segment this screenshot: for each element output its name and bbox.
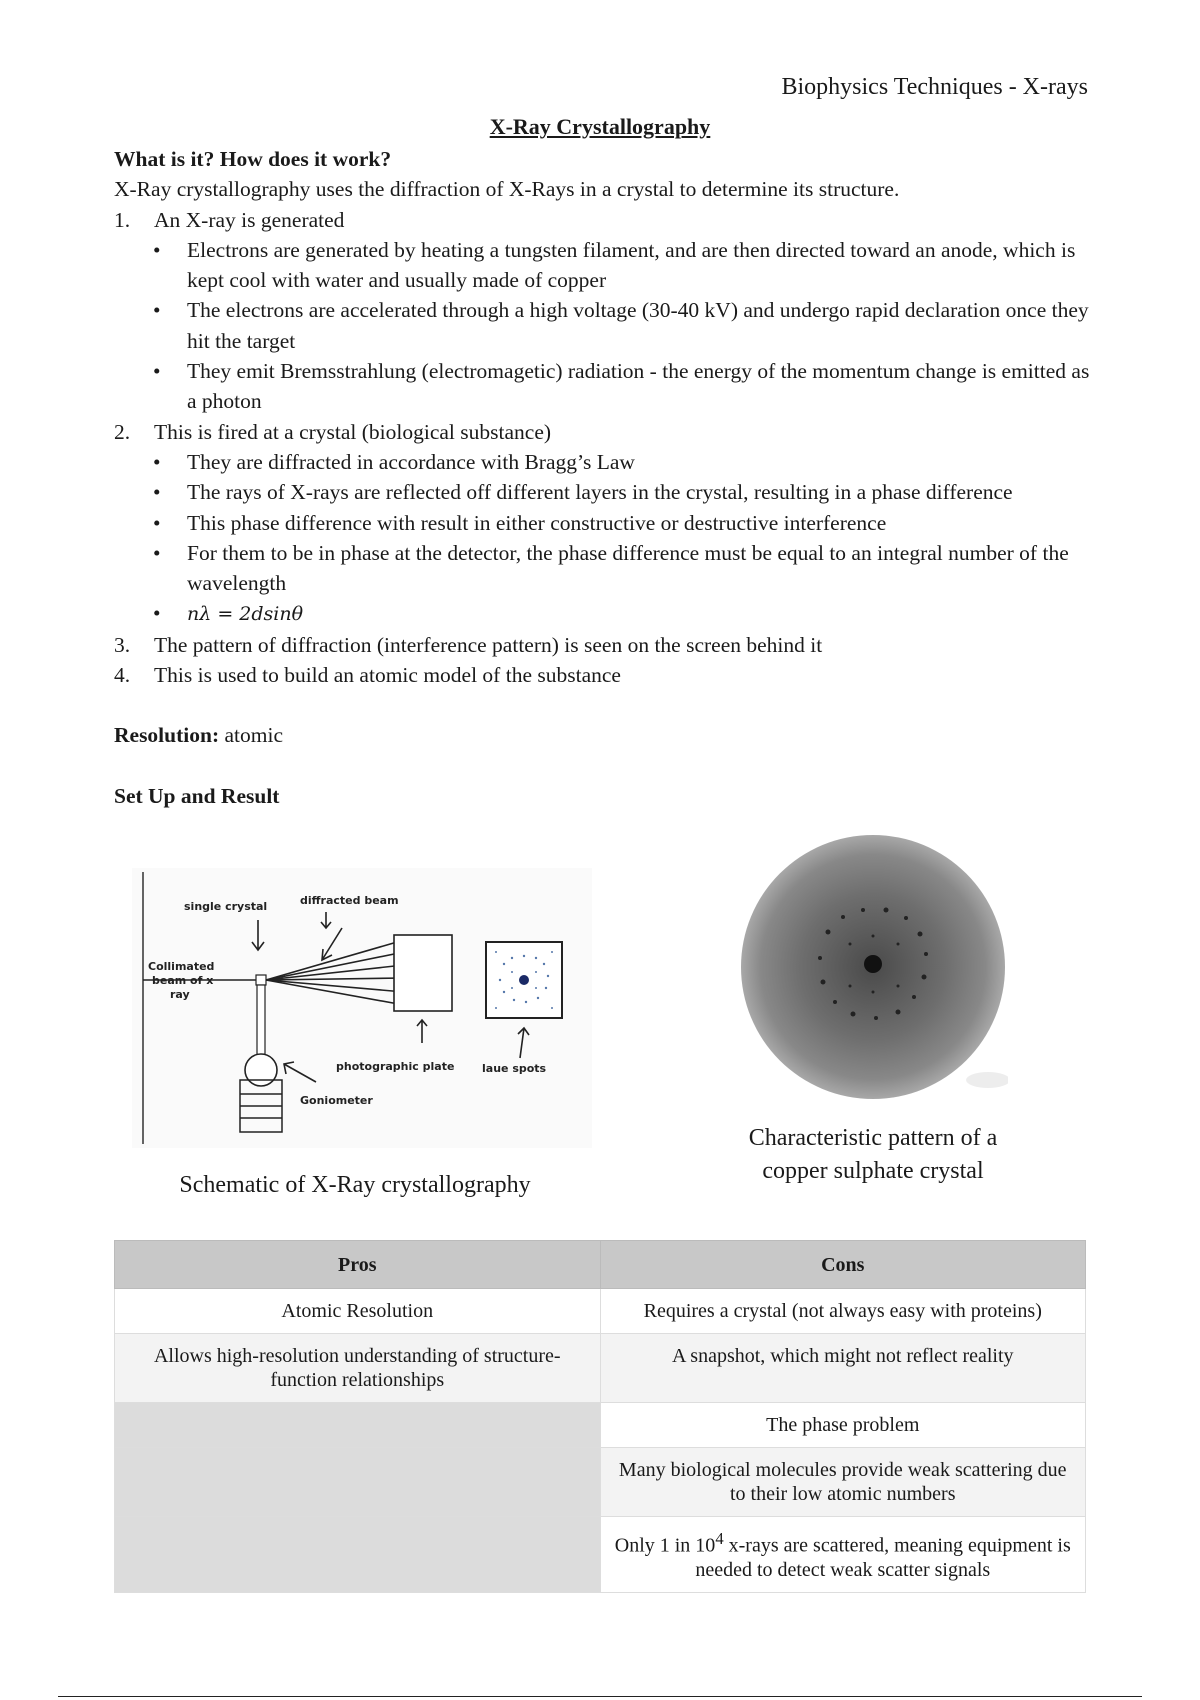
list-item (114, 417, 1094, 447)
list-number: 4. (114, 663, 131, 688)
table-row (115, 1448, 1086, 1517)
cons-cell: Only 1 in $10^4$ x-rays are scattered, meaning equipment is needed to detect weak scatter signals (600, 1517, 1086, 1593)
bullet-icon: • (153, 449, 161, 474)
section-heading-setup: Set Up and Result (114, 783, 280, 808)
label-goniometer: Goniometer (300, 1094, 373, 1107)
bullet-text: The electrons are accelerated through a high voltage (30-40 kV) and undergo rapid declaration once they hit the target (187, 298, 1089, 353)
pros-cell: Allows high-resolution understanding of structure-function relationships (115, 1334, 601, 1403)
diffraction-pattern-image (738, 832, 1008, 1102)
bullet-item (114, 235, 1094, 296)
cons-cell: A snapshot, which might not reflect reality (600, 1334, 1086, 1403)
list-number: 1. (114, 207, 131, 232)
photographic-plate (394, 935, 452, 1011)
bullet-text: This phase difference with result in either constructive or destructive interference (187, 510, 887, 535)
label-single-crystal: single crystal (184, 900, 268, 913)
pros-cell-empty (115, 1448, 601, 1517)
document-title: X-Ray Crystallography (489, 114, 711, 139)
bullet-icon: • (153, 510, 161, 535)
bullet-icon: • (153, 359, 161, 384)
list-number: 2. (114, 419, 131, 444)
list-text: An X-ray is generated (154, 207, 345, 232)
goniometer-stem (257, 985, 265, 1060)
bullet-icon: • (153, 298, 161, 323)
single-crystal (256, 975, 266, 985)
bullet-text: For them to be in phase at the detector, the phase difference must be equal to an integral number of the wavelength (187, 540, 1069, 596)
bullet-item (114, 538, 1094, 599)
bullet-text: The rays of X-rays are reflected off different layers in the crystal, resulting in a phase difference (187, 480, 1013, 505)
bullet-item (114, 295, 1094, 356)
list-text: This is fired at a crystal (biological substance) (154, 419, 552, 444)
bullet-item (114, 447, 1094, 477)
cons-cell: Requires a crystal (not always easy with proteins) (600, 1289, 1086, 1334)
pros-cell: Atomic Resolution (115, 1289, 601, 1334)
pros-cons-table (114, 1240, 1086, 1593)
bullet-item-formula (114, 598, 1094, 629)
footer-divider (58, 1696, 1142, 1697)
bullet-item (114, 356, 1094, 417)
table-row (115, 1289, 1086, 1334)
label-diffracted-beam: diffracted beam (300, 894, 399, 907)
page-header: Biophysics Techniques - X-rays (781, 74, 1088, 100)
table-row (115, 1517, 1086, 1593)
label-collimated-3: ray (170, 988, 190, 1001)
bullet-text: They are diffracted in accordance with Bragg’s Law (187, 449, 635, 474)
pros-cell-empty (115, 1403, 601, 1448)
label-collimated-2: beam of x (152, 974, 214, 987)
list-item (114, 630, 1094, 660)
bullet-icon: • (153, 540, 161, 565)
pros-cell-empty (115, 1517, 601, 1593)
resolution-line (114, 720, 1094, 750)
bullet-item (114, 477, 1094, 507)
bragg-formula: nλ = 2dsinθ (187, 603, 304, 626)
bullet-text: Electrons are generated by heating a tungsten filament, and are then directed toward an anode, which is kept cool with water and usually made of copper (187, 237, 1076, 293)
list-text: The pattern of diffraction (interference pattern) is seen on the screen behind it (154, 632, 823, 657)
pattern-caption: Characteristic pattern of a copper sulphate crystal (748, 1125, 998, 1184)
list-item (114, 660, 1094, 690)
goniometer-head (245, 1054, 277, 1086)
resolution-label: Resolution: (114, 723, 220, 748)
bullet-icon: • (153, 601, 161, 626)
bullet-item (114, 508, 1094, 538)
bullet-icon: • (153, 237, 161, 262)
label-collimated-1: Collimated (148, 960, 215, 973)
main-text (114, 144, 1094, 811)
cons-cell: Many biological molecules provide weak scattering due to their low atomic numbers (600, 1448, 1086, 1517)
bullet-icon: • (153, 480, 161, 505)
resolution-value: atomic (219, 723, 284, 748)
cons-cell: The phase problem (600, 1403, 1086, 1448)
header-cons: Cons (600, 1241, 1086, 1289)
list-text: This is used to build an atomic model of the substance (154, 663, 621, 688)
list-item (114, 205, 1094, 235)
xray-schematic-diagram (132, 868, 592, 1148)
list-number: 3. (114, 632, 131, 657)
header-pros: Pros (115, 1241, 601, 1289)
section-heading-what: What is it? How does it work? (114, 147, 392, 171)
label-laue-spots: laue spots (482, 1062, 547, 1075)
table-row (115, 1334, 1086, 1403)
central-spot (864, 955, 882, 973)
image-artifact (966, 1072, 1008, 1088)
intro-paragraph: X-Ray crystallography uses the diffraction of X-Rays in a crystal to determine its structure. (114, 177, 900, 202)
table-header-row (115, 1241, 1086, 1289)
schematic-caption: Schematic of X-Ray crystallography (179, 1172, 531, 1198)
bullet-text: They emit Bremsstrahlung (electromagetic) radiation - the energy of the momentum change is emitted as a photon (187, 359, 1090, 414)
label-photographic-plate: photographic plate (336, 1060, 455, 1073)
table-row (115, 1403, 1086, 1448)
